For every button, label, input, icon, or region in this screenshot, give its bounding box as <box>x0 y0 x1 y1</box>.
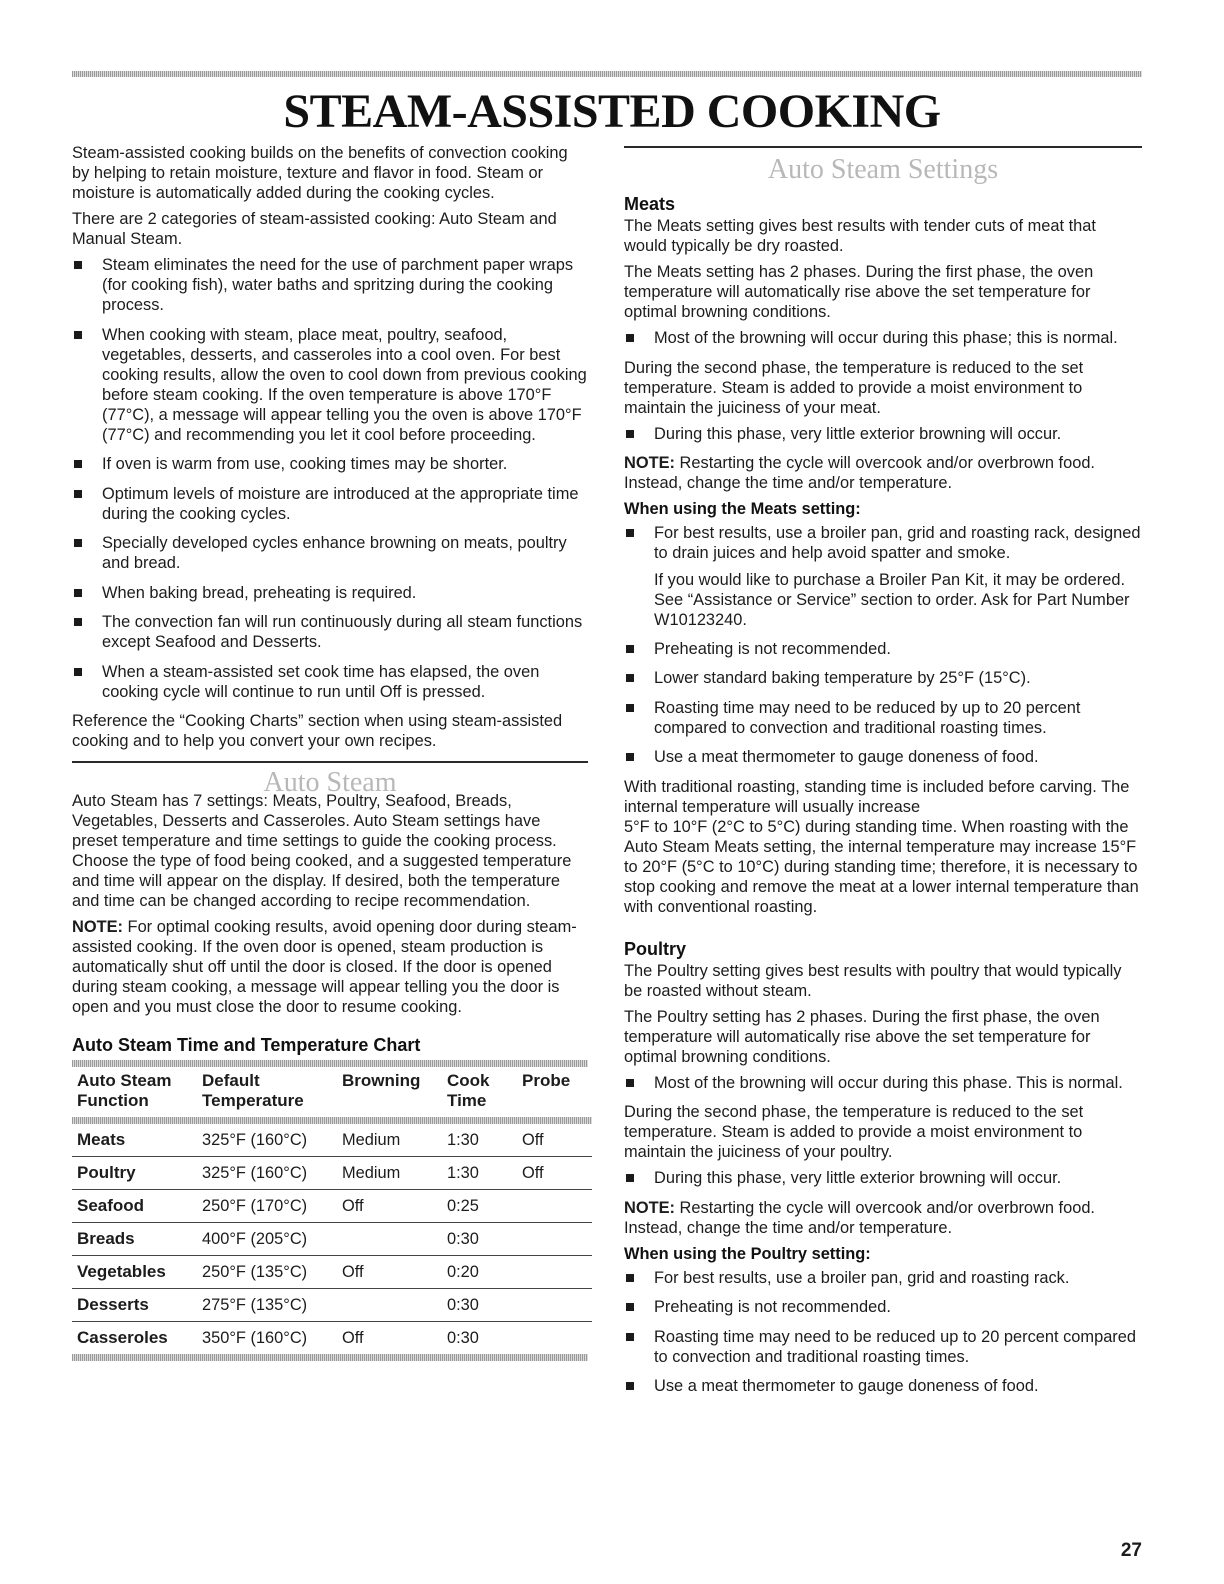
bullet-square-icon <box>626 1274 634 1282</box>
standing-time-paragraph: With traditional roasting, standing time is included before carving. The internal temperature will usually increase 5°F to 10°F (2°C to 5°C) during standing time. When roasting with the Auto Steam Meats setting, the internal temperature may increase 15°F to 20°F (5°C to 10°C) during standing time; therefore, it is necessary to stop cooking and remove the meat at a lower internal temperature than with conventional roasting. <box>624 777 1139 916</box>
bullet-square-icon <box>74 668 82 676</box>
list-item: Roasting time may need to be reduced up to 20 percent compared to convection and traditional roasting times. <box>624 1327 1142 1367</box>
column-header-cook-time: Cook Time <box>447 1071 490 1110</box>
chart-top-hatch <box>72 1060 588 1067</box>
meats-paragraph: The Meats setting has 2 phases. During the first phase, the oven temperature will automatically rise above the set temperature for optimal browning conditions. <box>624 263 1094 321</box>
bullet-square-icon <box>74 261 82 269</box>
bullet-square-icon <box>74 490 82 498</box>
auto-steam-paragraph: Auto Steam has 7 settings: Meats, Poultry, Seafood, Breads, Vegetables, Desserts and Casseroles. Auto Steam settings have preset temperature and time settings to guide the cooking process. Choose the type of food being cooked, and a suggested temperature and time will appear on the display. If desired, both the temperature and time can be changed according to recipe recommendation. <box>72 792 572 910</box>
header-hatch-divider <box>72 1117 592 1124</box>
list-item: Preheating is not recommended. <box>624 1297 1142 1317</box>
poultry-paragraph: The Poultry setting gives best results with poultry that would typically be roasted without steam. <box>624 961 1122 1000</box>
list-item: When a steam-assisted set cook time has elapsed, the oven cooking cycle will continue to run until Off is pressed. <box>72 662 588 702</box>
column-header-browning: Browning <box>342 1071 421 1090</box>
bullet-square-icon <box>626 645 634 653</box>
meats-phase-list <box>624 328 1142 348</box>
list-item: Roasting time may need to be reduced by up to 20 percent compared to convection and traditional roasting times. <box>624 698 1142 738</box>
bullet-square-icon <box>626 529 634 537</box>
bullet-square-icon <box>626 1079 634 1087</box>
list-item: Use a meat thermometer to gauge doneness of food. <box>624 1376 1142 1396</box>
reference-paragraph: Reference the “Cooking Charts” section when using steam-assisted cooking and to help you convert your own recipes. <box>72 712 563 750</box>
poultry-heading: Poultry <box>624 938 687 959</box>
column-header-probe: Probe <box>522 1071 571 1090</box>
intro-paragraph: Steam-assisted cooking builds on the benefits of convection cooking by helping to retain moisture, texture and flavor in food. Steam or moisture is automatically added during the cooking cycles. <box>72 144 568 202</box>
intro-bullet-list <box>72 255 588 702</box>
table-row: Seafood 250°F (170°C) Off 0:25 <box>72 1190 592 1223</box>
section-divider <box>624 146 1142 148</box>
bullet-square-icon <box>626 753 634 761</box>
bullet-square-icon <box>626 334 634 342</box>
auto-steam-heading: Auto Steam <box>263 767 397 798</box>
column-header-temperature: Default Temperature <box>202 1071 304 1110</box>
table-row: Vegetables 250°F (135°C) Off 0:20 <box>72 1256 592 1289</box>
poultry-using-heading: When using the Poultry setting: <box>624 1244 871 1263</box>
left-column <box>72 143 588 1361</box>
auto-steam-note: NOTE: For optimal cooking results, avoid opening door during steam-assisted cooking. If the oven door is opened, steam production is automatically shut off until the door is closed. If the door is opened during steam cooking, a message will appear telling you the door is open and you must close the door to resume cooking. <box>72 918 577 1016</box>
list-item: Use a meat thermometer to gauge doneness of food. <box>624 747 1142 767</box>
top-hatched-rule <box>72 71 1142 77</box>
intro-paragraph: There are 2 categories of steam-assisted cooking: Auto Steam and Manual Steam. <box>72 210 557 248</box>
bullet-square-icon <box>74 460 82 468</box>
list-item: Optimum levels of moisture are introduced at the appropriate time during the cooking cycles. <box>72 484 588 524</box>
bullet-square-icon <box>626 674 634 682</box>
list-item: When cooking with steam, place meat, poultry, seafood, vegetables, desserts, and casseroles into a cool oven. For best cooking results, allow the oven to cool down from previous cooking before steam cooking. If the oven temperature is above 170°F (77°C), a message will appear telling you the oven is above 170°F (77°C) and recommending you let it cool before proceeding. <box>72 325 588 445</box>
list-item: Preheating is not recommended. <box>624 639 1142 659</box>
bullet-square-icon <box>74 618 82 626</box>
list-item: The convection fan will run continuously during all steam functions except Seafood and Desserts. <box>72 612 588 652</box>
table-row: Casseroles 350°F (160°C) Off 0:30 <box>77 1328 479 1347</box>
list-item: Most of the browning will occur during this phase. This is normal. <box>624 1073 1142 1093</box>
bullet-square-icon <box>74 589 82 597</box>
table-row: Meats 325°F (160°C) Medium 1:30 Off <box>72 1124 592 1157</box>
meats-using-list <box>624 639 1142 768</box>
chart-bottom-hatch <box>72 1354 588 1361</box>
meats-note: NOTE: Restarting the cycle will overcook and/or overbrown food. Instead, change the time and/or temperature. <box>624 454 1095 492</box>
list-item: Lower standard baking temperature by 25°F (15°C). <box>624 668 1142 688</box>
list-item: When baking bread, preheating is required. <box>72 583 588 603</box>
poultry-using-list <box>624 1268 1142 1397</box>
bullet-square-icon <box>626 1303 634 1311</box>
table-row: Poultry 325°F (160°C) Medium 1:30 Off <box>72 1157 592 1190</box>
bullet-square-icon <box>626 1333 634 1341</box>
poultry-paragraph: During the second phase, the temperature is reduced to the set temperature. Steam is added to provide a moist environment to maintain the juiciness of your poultry. <box>624 1103 1084 1161</box>
bullet-square-icon <box>626 704 634 712</box>
table-row: Desserts 275°F (135°C) 0:30 <box>72 1289 592 1322</box>
poultry-note: NOTE: Restarting the cycle will overcook and/or overbrown food. Instead, change the time and/or temperature. <box>624 1198 1095 1237</box>
poultry-paragraph: The Poultry setting has 2 phases. During the first phase, the oven temperature will automatically rise above the set temperature for optimal browning conditions. <box>624 1007 1100 1066</box>
list-item: Most of the browning will occur during this phase; this is normal. <box>624 328 1142 348</box>
bullet-square-icon <box>74 539 82 547</box>
note-label: NOTE: <box>72 918 123 936</box>
list-item: During this phase, very little exterior browning will occur. <box>624 1168 1142 1188</box>
note-label: NOTE: <box>624 454 675 472</box>
bullet-square-icon <box>74 331 82 339</box>
bullet-square-icon <box>626 1174 634 1182</box>
list-item: Steam eliminates the need for the use of parchment paper wraps (for cooking fish), water baths and spritzing during the cooking process. <box>72 255 588 315</box>
right-column <box>624 146 1142 1406</box>
meats-heading: Meats <box>624 194 676 214</box>
section-divider <box>72 761 588 763</box>
broiler-pan-kit-note: If you would like to purchase a Broiler Pan Kit, it may be ordered. See “Assistance or Service” section to order. Ask for Part Number W10123240. <box>654 570 1130 629</box>
page-number: 27 <box>1120 1540 1142 1561</box>
list-item: Specially developed cycles enhance browning on meats, poultry and bread. <box>72 533 588 573</box>
page-title: STEAM-ASSISTED COOKING <box>283 85 941 138</box>
list-item: For best results, use a broiler pan, grid and roasting rack, designed to drain juices and help avoid spatter and smoke. <box>624 523 1142 563</box>
bullet-square-icon <box>626 1382 634 1390</box>
bullet-square-icon <box>626 430 634 438</box>
table-header-row <box>72 1067 592 1117</box>
list-item: If oven is warm from use, cooking times may be shorter. <box>72 454 588 474</box>
meats-paragraph: During the second phase, the temperature is reduced to the set temperature. Steam is added to provide a moist environment to maintain the juiciness of your meat. <box>624 358 1084 417</box>
auto-steam-settings-heading: Auto Steam Settings <box>767 154 999 185</box>
meats-using-list <box>624 523 1142 563</box>
poultry-phase-list <box>624 1168 1142 1188</box>
poultry-phase-list <box>624 1073 1142 1093</box>
auto-steam-chart-table <box>72 1067 592 1354</box>
column-header-function: Auto Steam Function <box>77 1071 172 1110</box>
meats-phase-list <box>624 424 1142 444</box>
list-item: During this phase, very little exterior browning will occur. <box>624 424 1142 444</box>
meats-paragraph: The Meats setting gives best results with tender cuts of meat that would typically be dry roasted. <box>624 217 1096 255</box>
meats-using-heading: When using the Meats setting: <box>624 500 861 518</box>
table-row: Breads 400°F (205°C) 0:30 <box>72 1223 592 1256</box>
list-item: For best results, use a broiler pan, grid and roasting rack. <box>624 1268 1142 1288</box>
chart-title: Auto Steam Time and Temperature Chart <box>72 1035 421 1055</box>
note-label: NOTE: <box>624 1198 675 1217</box>
